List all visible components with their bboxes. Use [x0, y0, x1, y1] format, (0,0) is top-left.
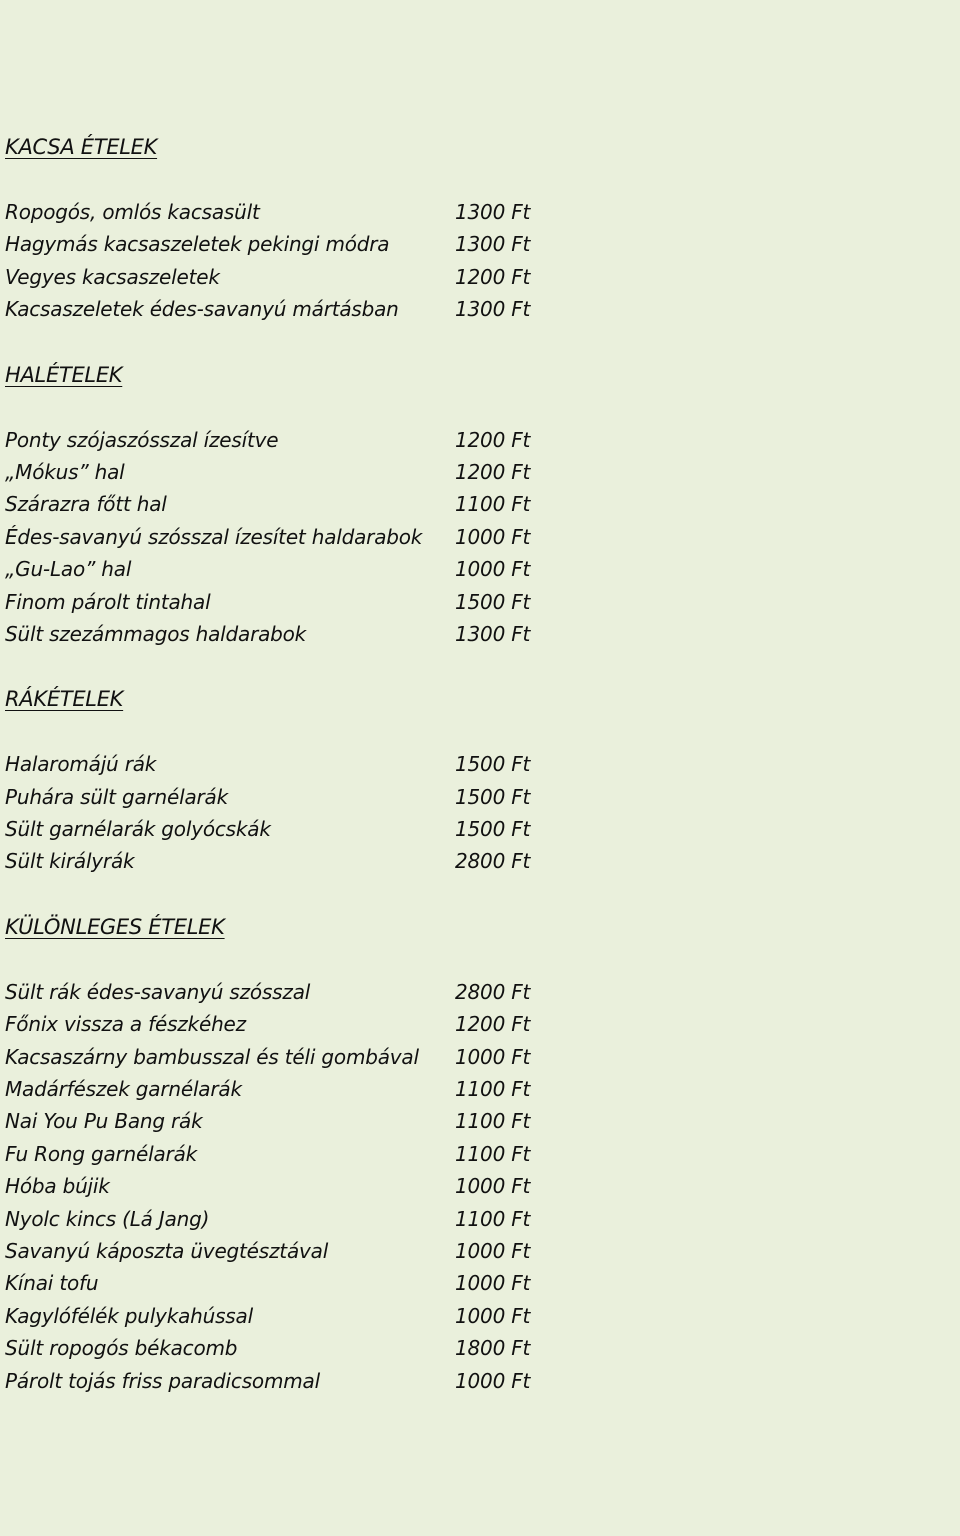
menu-item	[5, 293, 565, 325]
menu-item	[5, 1300, 565, 1332]
item-name: Ropogós, omlós kacsasült	[5, 200, 260, 224]
menu-item	[5, 1041, 565, 1073]
menu-item	[5, 813, 565, 845]
item-name: Nai You Pu Bang rák	[5, 1109, 203, 1134]
item-price: 2800 Ft	[455, 849, 531, 874]
item-price: 1500 Ft	[455, 784, 531, 809]
menu-item	[5, 781, 565, 813]
section-title: HALÉTELEK	[5, 362, 123, 387]
item-name: Ponty szójaszósszal ízesítve	[5, 427, 279, 452]
item-price: 1000 Ft	[455, 1044, 531, 1069]
menu-item	[5, 1138, 565, 1170]
menu-item	[5, 196, 565, 228]
item-name: Hagymás kacsaszeletek pekingi módra	[5, 232, 390, 257]
item-price: 1300 Ft	[455, 297, 531, 322]
item-list	[5, 424, 565, 651]
item-price: 1000 Ft	[455, 1303, 531, 1328]
menu-item	[5, 1170, 565, 1202]
section-title: KACSA ÉTELEK	[5, 135, 158, 159]
item-price: 1000 Ft	[455, 1271, 531, 1296]
item-name: Fu Rong garnélarák	[5, 1141, 198, 1166]
item-name: Kínai tofu	[5, 1271, 99, 1296]
item-name: Nyolc kincs (Lá Jang)	[5, 1206, 210, 1231]
item-price: 1200 Ft	[455, 1012, 531, 1037]
section-kulonleges-etelek	[5, 911, 565, 1397]
item-list	[5, 976, 565, 1397]
item-price: 1000 Ft	[455, 557, 531, 582]
item-price: 1500 Ft	[455, 817, 531, 842]
item-name: Vegyes kacsaszeletek	[5, 264, 220, 289]
section-title: KÜLÖNLEGES ÉTELEK	[5, 914, 225, 939]
item-price: 1000 Ft	[455, 1238, 531, 1263]
menu-item	[5, 1008, 565, 1040]
menu-item	[5, 521, 565, 553]
item-price: 1300 Ft	[455, 200, 531, 224]
menu-item	[5, 1267, 565, 1299]
item-price: 1000 Ft	[455, 1368, 531, 1393]
item-price: 1100 Ft	[455, 1206, 531, 1231]
menu-item	[5, 976, 565, 1008]
item-name: Sült ropogós békacomb	[5, 1336, 238, 1361]
item-name: Sült szezámmagos haldarabok	[5, 621, 307, 646]
item-price: 1200 Ft	[455, 459, 531, 484]
item-price: 1200 Ft	[455, 427, 531, 452]
item-name: Édes-savanyú szósszal ízesítet haldarabok	[5, 524, 423, 549]
menu-item	[5, 228, 565, 260]
item-name: Sült rák édes-savanyú szósszal	[5, 979, 311, 1004]
menu-item	[5, 1235, 565, 1267]
menu-item	[5, 1105, 565, 1137]
menu-item	[5, 261, 565, 293]
menu-item	[5, 1203, 565, 1235]
menu-item	[5, 1332, 565, 1364]
item-price: 1300 Ft	[455, 621, 531, 646]
menu-item	[5, 488, 565, 520]
item-name: „Gu-Lao” hal	[5, 557, 132, 582]
section-kacsa-etelek	[5, 131, 565, 326]
item-name: Sült garnélarák golyócskák	[5, 817, 271, 842]
item-name: „Mókus” hal	[5, 459, 125, 484]
item-name: Savanyú káposzta üvegtésztával	[5, 1238, 329, 1263]
menu-item	[5, 1365, 565, 1397]
item-price: 1100 Ft	[455, 1077, 531, 1102]
section-title: RÁKÉTELEK	[5, 687, 124, 712]
item-price: 1800 Ft	[455, 1336, 531, 1361]
menu-item	[5, 456, 565, 488]
item-price: 1100 Ft	[455, 1109, 531, 1134]
menu-item	[5, 845, 565, 877]
item-name: Halaromájú rák	[5, 752, 157, 777]
item-name: Kacsaszeletek édes-savanyú mártásban	[5, 297, 399, 322]
menu-item	[5, 618, 565, 650]
menu-item	[5, 748, 565, 780]
item-price: 1000 Ft	[455, 1174, 531, 1199]
section-haletelek	[5, 359, 565, 651]
item-name: Kagylófélék pulykahússal	[5, 1303, 253, 1328]
item-name: Madárfészek garnélarák	[5, 1077, 242, 1102]
item-name: Szárazra főtt hal	[5, 492, 167, 517]
menu-item	[5, 424, 565, 456]
section-raketelek	[5, 683, 565, 878]
item-price: 1300 Ft	[455, 232, 531, 257]
item-price: 1500 Ft	[455, 752, 531, 777]
item-name: Párolt tojás friss paradicsommal	[5, 1368, 320, 1393]
item-name: Hóba bújik	[5, 1174, 110, 1199]
menu-item	[5, 553, 565, 585]
item-list	[5, 748, 565, 878]
item-price: 2800 Ft	[455, 979, 531, 1004]
menu-item	[5, 586, 565, 618]
item-name: Sült királyrák	[5, 849, 135, 874]
menu	[5, 131, 565, 1430]
item-price: 1100 Ft	[455, 1141, 531, 1166]
item-name: Kacsaszárny bambusszal és téli gombával	[5, 1044, 419, 1069]
menu-item	[5, 1073, 565, 1105]
item-price: 1500 Ft	[455, 589, 531, 614]
item-name: Főnix vissza a fészkéhez	[5, 1012, 246, 1037]
item-price: 1000 Ft	[455, 524, 531, 549]
item-name: Puhára sült garnélarák	[5, 784, 228, 809]
item-price: 1100 Ft	[455, 492, 531, 517]
item-list	[5, 196, 565, 326]
item-price: 1200 Ft	[455, 264, 531, 289]
item-name: Finom párolt tintahal	[5, 589, 211, 614]
